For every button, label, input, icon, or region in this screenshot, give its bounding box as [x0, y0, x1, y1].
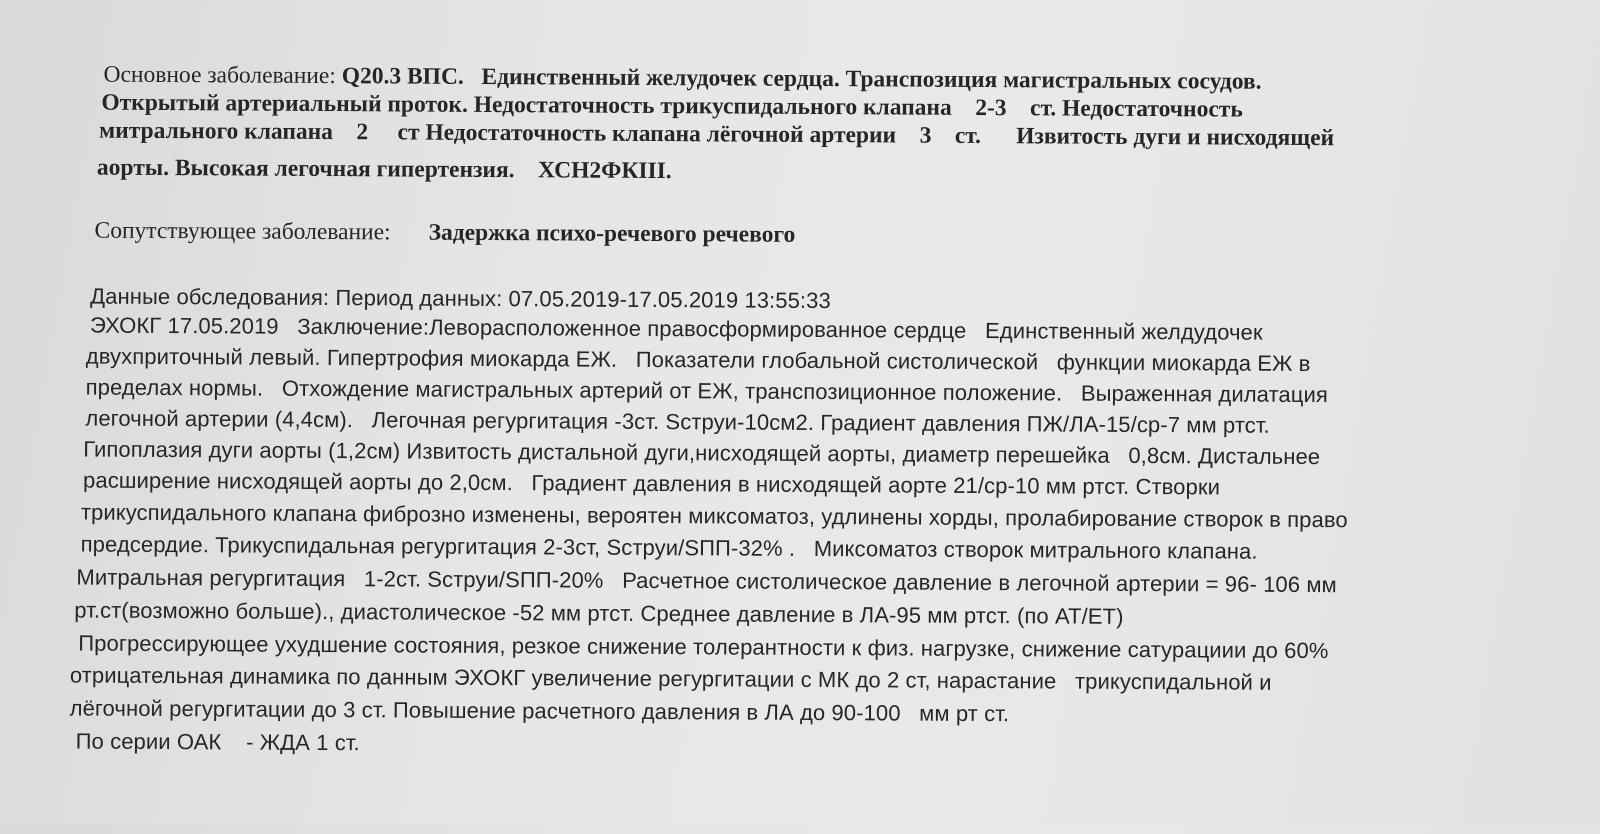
exam-line-12: Прогрессирующее ухудшение состояния, резкое снижение толерантности к физ. нагрузке, снижение сатурациии до 60% [71, 630, 1329, 664]
diagnosis-line-3: митрального клапана 2 ст Недостаточность клапана лёгочной артерии 3 ст. Извитость дуги и нисходящей [99, 117, 1335, 152]
exam-line-8: трикуспидального клапана фиброзно изменены, вероятен миксоматоз, удлинены хорды, пролабирование створок в право [80, 499, 1348, 533]
main-diagnosis-text: Q20.3 ВПС. Единственный желудочек сердца. Транспозиция магистральных сосудов. [341, 63, 1262, 95]
exam-line-1: Данные обследования: Период данных: 07.05.2019-17.05.2019 13:55:33 [90, 283, 831, 314]
exam-line-3: двухприточный левый. Гипертрофия миокарда ЕЖ. Показатели глобальной систолической функции миокарда ЕЖ в [85, 343, 1311, 377]
exam-line-14: лёгочной регургитации до 3 ст. Повышение расчетного давления в ЛА до 90-100 мм рт ст. [69, 695, 1010, 727]
exam-line-9: предсердие. Трикуспидальная регургитация 2-3ст, Sструи/SПП-32% . Миксоматоз створок митрального клапана. [80, 531, 1258, 564]
concomitant-label: Сопутствующее заболевание: [94, 217, 391, 246]
exam-line-4: пределах нормы. Отхождение магистральных артерий от ЕЖ, транспозиционное положение. Выраженная дилатация [85, 374, 1329, 408]
concomitant-line [95, 217, 796, 249]
exam-line-6: Гипоплазия дуги аорты (1,2см) Извитость дистальной дуги,нисходящей аорты, диаметр перешейка 0,8см. Дистальнее [83, 436, 1321, 470]
exam-line-7: расширение нисходящей аорты до 2,0см. Градиент давления в нисходящей аорте 21/ср-10 мм ртст. Створки [82, 467, 1221, 500]
diagnosis-line-2: Открытый артериальный проток. Недостаточность трикуспидального клапана 2-3 ст. Недостаточность [101, 89, 1243, 123]
diagnosis-line-4: аорты. Высокая легочная гипертензия. ХСН2ФКIII. [96, 154, 672, 185]
exam-line-2: ЭХОКГ 17.05.2019 Заключение:Леворасположенное правосформированное сердце Единственный желдудочек [89, 312, 1263, 345]
exam-line-11: рт.ст(возможно больше)., диастолическое -52 мм ртст. Среднее давление в ЛА-95 мм ртст. (по АТ/ЕТ) [74, 597, 1124, 629]
exam-line-15: По серии ОАК - ЖДА 1 ст. [69, 728, 360, 756]
main-diagnosis-label: Основное заболевание: [103, 61, 342, 90]
exam-line-13: отрицательная динамика по данным ЭХОКГ увеличение регургитации с МК до 2 ст, нарастание трикуспидальной и [69, 662, 1272, 695]
exam-line-10: Митральная регургитация 1-2ст. Sструи/SПП-20% Расчетное систолическое давление в легочной артерии = 96- 106 мм [76, 564, 1337, 598]
concomitant-value: Задержка психо-речевого речевого [428, 219, 796, 248]
exam-line-5: легочной артерии (4,4см). Легочная регургитация -3ст. Sструи-10см2. Градиент давления ПЖ/ЛА-15/ср-7 мм ртст. [85, 405, 1270, 438]
